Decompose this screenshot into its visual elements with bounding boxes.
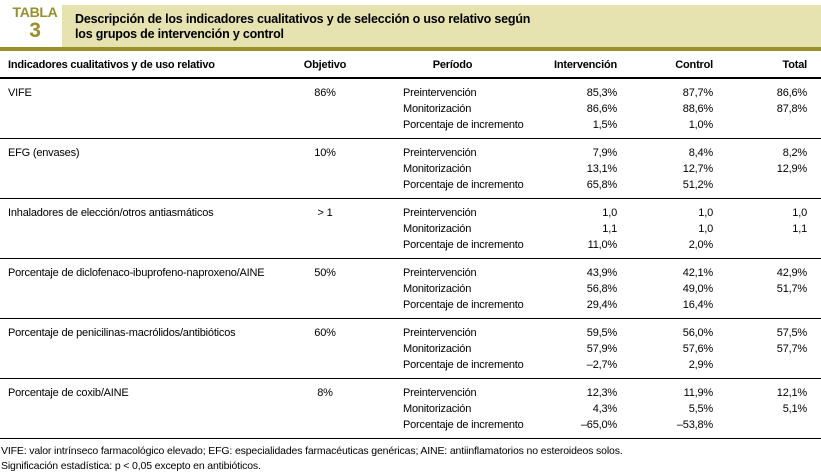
- objective-value: 60%: [295, 325, 355, 341]
- table-row: [0, 139, 821, 199]
- indicators-table: [0, 51, 821, 439]
- indicator-cell: [0, 139, 295, 199]
- period-cell: [355, 199, 550, 259]
- table-row: [0, 199, 821, 259]
- period-cell: [355, 259, 550, 319]
- header-divider-rule: [0, 47, 821, 51]
- intervention-value: 7,9%: [550, 145, 617, 161]
- period-label-preintervention: Preintervención: [403, 385, 550, 401]
- intervention-value: 4,3%: [550, 401, 617, 417]
- total-value: [725, 117, 807, 133]
- intervention-value: 86,6%: [550, 101, 617, 117]
- objective-cell: [295, 199, 355, 259]
- total-value: [725, 237, 807, 253]
- total-value: 12,9%: [725, 161, 807, 177]
- table-row: [0, 259, 821, 319]
- header-row: [0, 51, 821, 78]
- control-value: 57,6%: [625, 341, 713, 357]
- total-cell: [725, 259, 821, 319]
- intervention-value: 85,3%: [550, 85, 617, 101]
- objective-cell: [295, 319, 355, 379]
- indicator-name: VIFE: [8, 85, 295, 101]
- intervention-value: 43,9%: [550, 265, 617, 281]
- control-value: 56,0%: [625, 325, 713, 341]
- total-value: 42,9%: [725, 265, 807, 281]
- intervention-value: 59,5%: [550, 325, 617, 341]
- total-value: [725, 417, 807, 433]
- total-cell: [725, 199, 821, 259]
- column-header-objective: Objetivo: [295, 51, 355, 78]
- period-label-increment: Porcentaje de incremento: [403, 297, 550, 313]
- table-title-line2: los grupos de intervención y control: [75, 27, 809, 42]
- indicator-cell: [0, 78, 295, 139]
- control-value: 88,6%: [625, 101, 713, 117]
- control-cell: [625, 379, 725, 439]
- total-value: [725, 297, 807, 313]
- intervention-cell: [550, 199, 625, 259]
- control-cell: [625, 78, 725, 139]
- total-value: 87,8%: [725, 101, 807, 117]
- footnote-significance: Significación estadística: p < 0,05 excepto en antibióticos.: [1, 459, 821, 473]
- indicator-name: Porcentaje de diclofenaco-ibuprofeno-naproxeno/AINE: [8, 265, 295, 281]
- control-value: 1,0%: [625, 117, 713, 133]
- intervention-cell: [550, 259, 625, 319]
- control-value: 49,0%: [625, 281, 713, 297]
- objective-cell: [295, 379, 355, 439]
- control-value: 87,7%: [625, 85, 713, 101]
- control-value: 16,4%: [625, 297, 713, 313]
- control-value: 42,1%: [625, 265, 713, 281]
- table-head: [0, 51, 821, 78]
- total-cell: [725, 319, 821, 379]
- intervention-value: 13,1%: [550, 161, 617, 177]
- table-row: [0, 379, 821, 439]
- period-label-preintervention: Preintervención: [403, 145, 550, 161]
- period-label-monitoring: Monitorización: [403, 401, 550, 417]
- period-label-monitoring: Monitorización: [403, 281, 550, 297]
- intervention-value: 1,5%: [550, 117, 617, 133]
- period-label-increment: Porcentaje de incremento: [403, 357, 550, 373]
- objective-value: 86%: [295, 85, 355, 101]
- footnote-abbreviations: VIFE: valor intrínseco farmacológico elevado; EFG: especialidades farmacéuticas genéricas; AINE: antiinflamatorios no esteroideos solos.: [1, 444, 821, 459]
- control-cell: [625, 139, 725, 199]
- total-value: 57,5%: [725, 325, 807, 341]
- period-label-preintervention: Preintervención: [403, 205, 550, 221]
- column-header-indicator: Indicadores cualitativos y de uso relativo: [0, 51, 295, 78]
- table-number-badge: [10, 5, 60, 41]
- indicator-cell: [0, 259, 295, 319]
- total-value: 86,6%: [725, 85, 807, 101]
- badge-word: TABLA: [10, 5, 60, 19]
- intervention-value: 11,0%: [550, 237, 617, 253]
- control-value: –53,8%: [625, 417, 713, 433]
- total-cell: [725, 379, 821, 439]
- period-cell: [355, 379, 550, 439]
- table-body: [0, 78, 821, 439]
- column-header-period: Período: [355, 51, 550, 78]
- objective-cell: [295, 139, 355, 199]
- indicator-name: Porcentaje de penicilinas-macrólidos/antibióticos: [8, 325, 295, 341]
- period-label-preintervention: Preintervención: [403, 265, 550, 281]
- intervention-cell: [550, 379, 625, 439]
- period-label-increment: Porcentaje de incremento: [403, 117, 550, 133]
- control-cell: [625, 259, 725, 319]
- period-label-monitoring: Monitorización: [403, 221, 550, 237]
- period-cell: [355, 78, 550, 139]
- period-cell: [355, 139, 550, 199]
- footnotes: [0, 439, 821, 473]
- intervention-cell: [550, 139, 625, 199]
- intervention-cell: [550, 78, 625, 139]
- control-cell: [625, 319, 725, 379]
- objective-value: 10%: [295, 145, 355, 161]
- total-value: [725, 177, 807, 193]
- objective-value: 8%: [295, 385, 355, 401]
- period-label-preintervention: Preintervención: [403, 85, 550, 101]
- total-value: 1,0: [725, 205, 807, 221]
- column-header-total: Total: [725, 51, 821, 78]
- intervention-value: 57,9%: [550, 341, 617, 357]
- control-value: 5,5%: [625, 401, 713, 417]
- column-header-control: Control: [625, 51, 725, 78]
- intervention-value: 1,1: [550, 221, 617, 237]
- control-value: 51,2%: [625, 177, 713, 193]
- intervention-value: 1,0: [550, 205, 617, 221]
- intervention-value: 12,3%: [550, 385, 617, 401]
- objective-value: > 1: [295, 205, 355, 221]
- control-value: 8,4%: [625, 145, 713, 161]
- period-label-monitoring: Monitorización: [403, 101, 550, 117]
- indicator-cell: [0, 199, 295, 259]
- objective-cell: [295, 78, 355, 139]
- total-value: 5,1%: [725, 401, 807, 417]
- intervention-value: –2,7%: [550, 357, 617, 373]
- control-value: 12,7%: [625, 161, 713, 177]
- period-label-monitoring: Monitorización: [403, 341, 550, 357]
- table-title-box: [62, 5, 821, 47]
- period-cell: [355, 319, 550, 379]
- table-title-line1: Descripción de los indicadores cualitativos y de selección o uso relativo según: [75, 12, 809, 27]
- indicator-cell: [0, 379, 295, 439]
- total-cell: [725, 139, 821, 199]
- total-value: 12,1%: [725, 385, 807, 401]
- total-value: 1,1: [725, 221, 807, 237]
- control-value: 11,9%: [625, 385, 713, 401]
- total-value: [725, 357, 807, 373]
- objective-value: 50%: [295, 265, 355, 281]
- period-label-monitoring: Monitorización: [403, 161, 550, 177]
- total-value: 57,7%: [725, 341, 807, 357]
- indicator-cell: [0, 319, 295, 379]
- indicator-name: Inhaladores de elección/otros antiasmáticos: [8, 205, 295, 221]
- intervention-cell: [550, 319, 625, 379]
- indicator-name: EFG (envases): [8, 145, 295, 161]
- period-label-increment: Porcentaje de incremento: [403, 177, 550, 193]
- period-label-increment: Porcentaje de incremento: [403, 237, 550, 253]
- intervention-value: 29,4%: [550, 297, 617, 313]
- table-row: [0, 319, 821, 379]
- total-value: 51,7%: [725, 281, 807, 297]
- period-label-preintervention: Preintervención: [403, 325, 550, 341]
- indicator-name: Porcentaje de coxib/AINE: [8, 385, 295, 401]
- badge-number: 3: [10, 20, 60, 41]
- table-header: [0, 0, 821, 51]
- column-header-intervention: Intervención: [550, 51, 625, 78]
- intervention-value: 56,8%: [550, 281, 617, 297]
- control-value: 1,0: [625, 205, 713, 221]
- control-value: 1,0: [625, 221, 713, 237]
- control-value: 2,9%: [625, 357, 713, 373]
- table-row: [0, 78, 821, 139]
- period-label-increment: Porcentaje de incremento: [403, 417, 550, 433]
- intervention-value: –65,0%: [550, 417, 617, 433]
- total-cell: [725, 78, 821, 139]
- control-cell: [625, 199, 725, 259]
- total-value: 8,2%: [725, 145, 807, 161]
- objective-cell: [295, 259, 355, 319]
- control-value: 2,0%: [625, 237, 713, 253]
- intervention-value: 65,8%: [550, 177, 617, 193]
